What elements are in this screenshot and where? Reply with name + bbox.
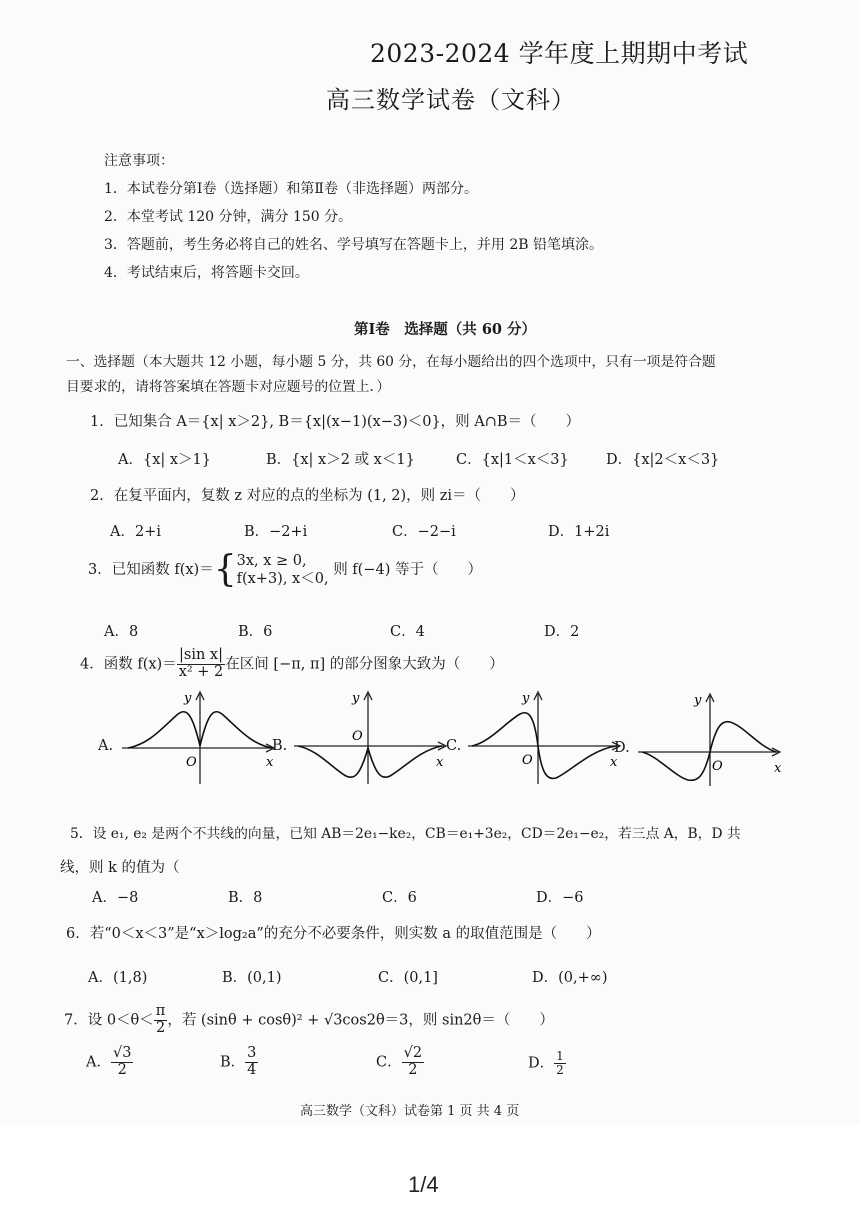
q3-option-a: A．8	[104, 624, 139, 640]
graph-a-y-label: y	[184, 691, 192, 706]
q7-part-1: 7．设 0＜θ＜	[64, 1012, 154, 1029]
piecewise-cases	[237, 552, 329, 588]
q7-option-a-label: A．	[86, 1054, 111, 1071]
q7-option-d-den: 2	[556, 1063, 564, 1078]
q7-option-a-den: 2	[117, 1061, 127, 1078]
note-item: 2．本堂考试 120 分钟，满分 150 分。	[104, 209, 353, 225]
graph-b-origin: O	[352, 729, 363, 744]
q1-option-a: A．{x| x＞1}	[118, 452, 211, 468]
q7-option-d-label: D．	[528, 1055, 555, 1072]
q3-option-d: D．2	[544, 624, 580, 640]
q3-option-b: B．6	[238, 624, 273, 640]
graph-d-y-label: y	[694, 693, 702, 708]
section-title: 第Ⅰ卷 选择题（共 60 分）	[354, 321, 537, 338]
note-item: 3．答题前，考生务必将自己的姓名、学号填写在答题卡上，并用 2B 铅笔填涂。	[104, 237, 604, 253]
q2-option-d: D．1+2i	[548, 524, 610, 540]
q7-option-a	[86, 1046, 133, 1079]
q7-option-c-label: C．	[376, 1054, 402, 1071]
q4-fraction	[177, 648, 226, 681]
question-5-stem: 5．设 e₁, e₂ 是两个不共线的向量，已知 AB＝2e₁−ke₂，CB＝e₁+3e₂，CD＝2e₁−e₂，若三点 A，B，D 共	[70, 826, 741, 842]
q7-option-d-num: 1	[556, 1049, 564, 1063]
q4-prefix: 4．函数 f(x)＝	[80, 656, 177, 673]
graph-d	[636, 690, 786, 790]
graph-d-origin: O	[712, 759, 723, 774]
question-3-stem	[88, 549, 482, 591]
note-item: 1．本试卷分第Ⅰ卷（选择题）和第Ⅱ卷（非选择题）两部分。	[104, 181, 478, 197]
q7-pi: π	[155, 1003, 166, 1019]
graph-c	[466, 688, 626, 788]
q2-option-c: C．−2−i	[392, 524, 456, 540]
q5-option-a: A．−8	[92, 890, 139, 906]
graph-d-label: D.	[614, 740, 630, 756]
graph-a-x-label: x	[266, 755, 274, 770]
graph-a-label: A.	[98, 738, 114, 754]
piecewise-brace: {	[213, 549, 237, 591]
graph-b-label: B.	[272, 738, 288, 754]
graph-b-y-label: y	[352, 691, 360, 706]
graph-b	[292, 688, 452, 788]
q6-option-d: D．(0,+∞)	[532, 970, 608, 986]
section-intro: 目要求的，请将答案填在答题卡对应题号的位置上．）	[66, 379, 391, 395]
q7-option-b-label: B．	[220, 1054, 246, 1071]
q2-option-b: B．−2+i	[244, 524, 308, 540]
q3-suffix: 则 f(−4) 等于（ ）	[333, 562, 482, 579]
q4-denominator: x² + 2	[178, 663, 224, 680]
graph-b-x-label: x	[436, 755, 444, 770]
q1-option-d: D．{x|2＜x＜3}	[606, 452, 720, 468]
graph-c-x-label: x	[610, 755, 618, 770]
q5-option-c: C．6	[382, 890, 417, 906]
q1-option-b: B．{x| x＞2 或 x＜1}	[266, 452, 415, 468]
q7-option-d-value	[554, 1050, 566, 1077]
q7-option-b-den: 4	[247, 1061, 257, 1078]
section-intro: 一、选择题（本大题共 12 小题，每小题 5 分，共 60 分，在每小题给出的四个选项中，只有一项是符合题	[66, 354, 716, 370]
q1-option-c: C．{x|1＜x＜3}	[456, 452, 569, 468]
q7-option-a-num: √3	[112, 1045, 132, 1061]
q4-suffix: 在区间 [−π, π] 的部分图象大致为（ ）	[225, 656, 504, 673]
q4-numerator: |sin x|	[177, 648, 226, 665]
q3-case-2: f(x+3), x＜0,	[236, 571, 329, 588]
q6-option-a: A．(1,8)	[88, 970, 148, 986]
question-1-stem: 1．已知集合 A＝{x| x＞2}, B＝{x|(x−1)(x−3)＜0}，则 A∩B＝（ ）	[90, 414, 581, 430]
q7-option-b	[220, 1046, 258, 1079]
q5-option-b: B．8	[228, 890, 263, 906]
question-7-stem	[64, 1004, 554, 1037]
graph-c-origin: O	[522, 753, 533, 768]
question-5-stem-cont: 线，则 k 的值为（	[60, 860, 180, 876]
q5-option-d: D．−6	[536, 890, 584, 906]
q7-two: 2	[155, 1019, 166, 1036]
graph-c-y-label: y	[522, 691, 530, 706]
graph-a-origin: O	[186, 755, 197, 770]
q7-option-c	[376, 1046, 424, 1079]
notes-heading: 注意事项：	[104, 153, 174, 169]
q7-option-c-value	[402, 1046, 424, 1079]
exam-title: 2023-2024 学年度上期期中考试	[370, 39, 749, 68]
q7-option-b-num: 3	[247, 1045, 257, 1061]
q7-option-c-num: √2	[403, 1045, 423, 1061]
graph-d-x-label: x	[774, 761, 782, 776]
q7-option-a-value	[111, 1046, 133, 1079]
page-indicator: 1/4	[408, 1172, 439, 1197]
q7-option-d	[528, 1050, 566, 1077]
q2-option-a: A．2+i	[110, 524, 161, 540]
page-footer: 高三数学（文科）试卷第 1 页 共 4 页	[300, 1104, 520, 1119]
question-4-stem	[80, 648, 504, 681]
question-6-stem: 6．若“0＜x＜3”是“x＞log₂a”的充分不必要条件，则实数 a 的取值范围是（ ）	[66, 926, 601, 942]
q7-pi-over-2	[154, 1004, 168, 1037]
q6-option-b: B．(0,1)	[222, 970, 282, 986]
q3-option-c: C．4	[390, 624, 425, 640]
question-2-stem: 2．在复平面内，复数 z 对应的点的坐标为 (1, 2)，则 zi＝（ ）	[90, 488, 525, 504]
q3-prefix: 3．已知函数 f(x)＝	[88, 562, 214, 579]
q3-case-1: 3x, x ≥ 0,	[236, 553, 307, 569]
graph-c-label: C.	[446, 738, 462, 754]
q7-option-b-value	[245, 1046, 258, 1079]
q6-option-c: C．(0,1]	[378, 970, 438, 986]
graph-a	[120, 688, 280, 788]
q7-part-2: ，若 (sinθ + cosθ)² + √3cos2θ＝3，则 sin2θ＝（ ）	[167, 1012, 554, 1029]
note-item: 4．考试结束后，将答题卡交回。	[104, 265, 309, 281]
exam-subtitle: 高三数学试卷（文科）	[326, 86, 576, 114]
q7-option-c-den: 2	[408, 1061, 418, 1078]
